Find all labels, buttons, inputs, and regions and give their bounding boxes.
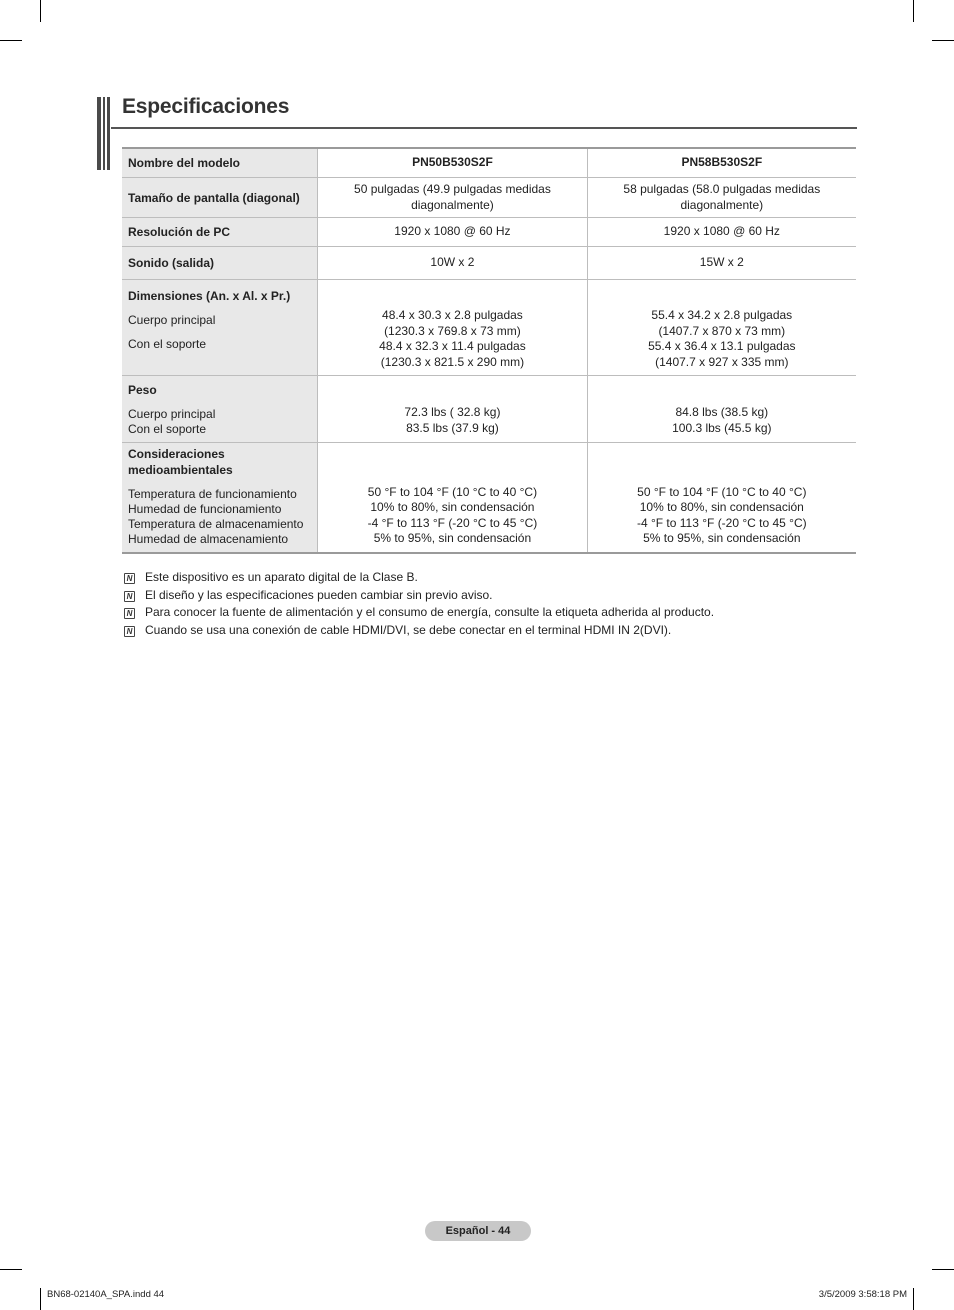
crop-mark: [0, 40, 22, 41]
cell-line: (1230.3 x 769.8 x 73 mm): [384, 323, 521, 338]
cell-col1: 10W x 2: [318, 247, 587, 280]
table-row-environment: [122, 443, 856, 553]
row-label: [122, 443, 318, 553]
cell-col2: [587, 280, 856, 376]
notes-list: [122, 569, 862, 639]
cell-line: 5% to 95%, sin condensación: [643, 531, 801, 545]
cell-line: 83.5 lbs (37.9 kg): [406, 420, 499, 435]
cell-line: (1407.7 x 927 x 335 mm): [655, 354, 789, 369]
row-heading: medioambientales: [128, 463, 233, 477]
cell-line: 72.3 lbs ( 32.8 kg): [404, 405, 501, 419]
note-icon: N: [124, 626, 135, 637]
row-sublabel: Con el soporte: [128, 337, 207, 351]
note-icon: N: [124, 573, 135, 584]
row-sublabel: Temperatura de funcionamiento: [128, 487, 297, 501]
row-sublabel: Cuerpo principal: [128, 407, 216, 421]
crop-mark: [932, 1269, 954, 1270]
cell-line: 55.4 x 36.4 x 13.1 pulgadas: [648, 339, 796, 353]
note-text: Cuando se usa una conexión de cable HDMI/DVI, se debe conectar en el terminal HDMI IN 2(DVI).: [145, 622, 672, 637]
cell-line: diagonalmente): [411, 197, 494, 212]
cell-col1: [318, 280, 587, 376]
cell-col1: 1920 x 1080 @ 60 Hz: [318, 218, 587, 247]
table-row-screen-size: [122, 178, 856, 218]
table-row-sound: [122, 247, 856, 280]
cell-col2: [587, 178, 856, 218]
crop-mark: [40, 1288, 41, 1310]
crop-mark: [913, 0, 914, 22]
crop-mark: [0, 1269, 22, 1270]
crop-mark: [932, 40, 954, 41]
table-row-dimensions: [122, 280, 856, 376]
cell-line: 84.8 lbs (38.5 kg): [675, 405, 769, 419]
cell-line: diagonalmente): [680, 197, 764, 212]
table-row-header: [122, 148, 856, 178]
crop-mark: [913, 1288, 914, 1310]
row-sublabel: Temperatura de almacenamiento: [128, 517, 304, 531]
cell-line: 100.3 lbs (45.5 kg): [672, 420, 772, 435]
table-row-pc-resolution: [122, 218, 856, 247]
note-text: Para conocer la fuente de alimentación y el consumo de energía, consulte la etiqueta adherida al producto.: [145, 605, 715, 619]
list-item: [122, 622, 862, 640]
cell-col1: [318, 178, 587, 218]
row-sublabel: Humedad de almacenamiento: [128, 532, 289, 546]
cell-line: 50 °F to 104 °F (10 °C to 40 °C): [637, 484, 807, 499]
page-title: Especificaciones: [122, 95, 290, 118]
row-label: Tamaño de pantalla (diagonal): [122, 178, 318, 218]
note-text: Este dispositivo es un aparato digital de la Clase B.: [145, 570, 418, 584]
note-icon: N: [124, 608, 135, 619]
cell-line: (1407.7 x 870 x 73 mm): [658, 323, 786, 338]
cell-col1: [318, 443, 587, 553]
row-sublabel: Humedad de funcionamiento: [128, 502, 282, 516]
title-accent-bars: [97, 97, 111, 170]
cell-line: 5% to 95%, sin condensación: [373, 531, 532, 545]
cell-col2: 1920 x 1080 @ 60 Hz: [587, 218, 856, 247]
model-col1: PN50B530S2F: [318, 148, 587, 178]
cell-line: 50 °F to 104 °F (10 °C to 40 °C): [367, 484, 538, 499]
row-heading: Dimensiones (An. x Al. x Pr.): [128, 289, 291, 303]
cell-line: 10% to 80%, sin condensación: [639, 500, 804, 514]
row-label: Resolución de PC: [122, 218, 318, 247]
cell-col2: [587, 376, 856, 443]
crop-mark: [40, 0, 41, 22]
spec-table: [122, 147, 856, 554]
page-number: Español - 44: [425, 1221, 531, 1241]
cell-line: (1230.3 x 821.5 x 290 mm): [380, 354, 525, 369]
row-sublabel: Cuerpo principal: [128, 313, 216, 327]
cell-col2: 15W x 2: [587, 247, 856, 280]
row-label: Sonido (salida): [122, 247, 318, 280]
footer-file: BN68-02140A_SPA.indd 44: [47, 1289, 165, 1300]
row-sublabel: Con el soporte: [128, 422, 207, 436]
cell-line: 10% to 80%, sin condensación: [370, 500, 535, 514]
list-item: [122, 587, 862, 605]
title-rule: [111, 127, 857, 129]
cell-line: 48.4 x 30.3 x 2.8 pulgadas: [382, 308, 523, 322]
cell-line: -4 °F to 113 °F (-20 °C to 45 °C): [636, 515, 807, 530]
row-heading: Consideraciones: [128, 447, 225, 461]
footer-date: 3/5/2009 3:58:18 PM: [818, 1289, 907, 1300]
cell-line: 50 pulgadas (49.9 pulgadas medidas: [354, 182, 551, 196]
table-row-weight: [122, 376, 856, 443]
cell-line: 48.4 x 32.3 x 11.4 pulgadas: [379, 339, 526, 353]
cell-line: -4 °F to 113 °F (-20 °C to 45 °C): [367, 515, 538, 530]
row-label: Nombre del modelo: [122, 148, 318, 178]
list-item: [122, 569, 862, 587]
note-text: El diseño y las especificaciones pueden cambiar sin previo aviso.: [145, 587, 493, 602]
cell-line: 55.4 x 34.2 x 2.8 pulgadas: [651, 308, 793, 322]
note-icon: N: [124, 591, 135, 602]
model-col2: PN58B530S2F: [587, 148, 856, 178]
cell-col2: [587, 443, 856, 553]
row-label: [122, 280, 318, 376]
cell-col1: [318, 376, 587, 443]
list-item: [122, 604, 862, 622]
row-heading: Peso: [128, 383, 157, 397]
cell-line: 58 pulgadas (58.0 pulgadas medidas: [623, 182, 821, 196]
row-label: [122, 376, 318, 443]
